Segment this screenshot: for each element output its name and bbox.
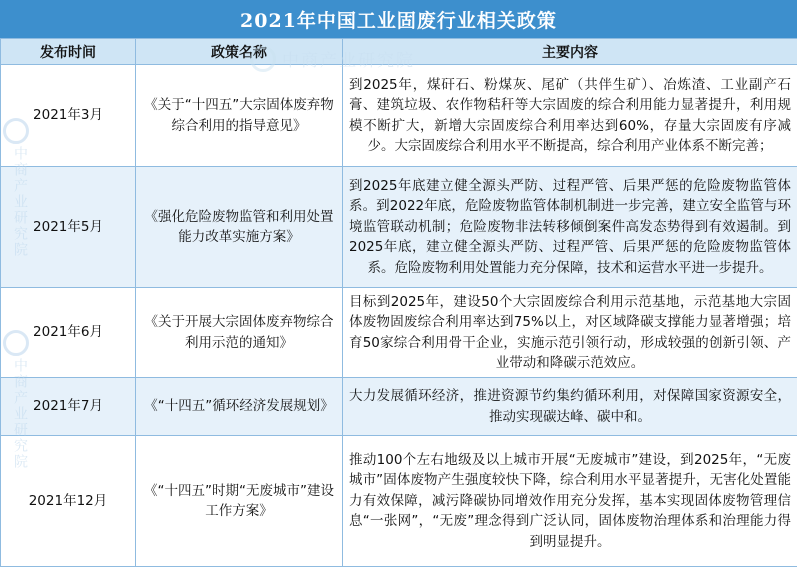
header-date: 发布时间 bbox=[1, 39, 136, 65]
table-row bbox=[1, 288, 797, 378]
header-main-content: 主要内容 bbox=[343, 39, 797, 65]
table-row bbox=[1, 436, 797, 567]
cell-date: 2021年12月 bbox=[1, 436, 136, 567]
watermark-logo bbox=[250, 46, 276, 72]
table-row bbox=[1, 65, 797, 167]
cell-date: 2021年7月 bbox=[1, 378, 136, 436]
cell-policy-name: 《关于开展大宗固体废弃物综合利用示范的通知》 bbox=[136, 288, 343, 378]
table-row bbox=[1, 167, 797, 288]
cell-main-content: 推动100个左右地级及以上城市开展“无废城市”建设，到2025年，“无废城市”固体废物产生强度较快下降，综合利用水平显著提升，无害化处置能力有效保障，减污降碳协同增效作用充分发挥，基本实现固体废物管理信息“一张网”，“无废”理念得到广泛认同，固体废物治理体系和治理能力得到明显提升。 bbox=[343, 436, 797, 567]
cell-date: 2021年3月 bbox=[1, 65, 136, 167]
watermark-text: 中商产业研究院 bbox=[6, 146, 28, 258]
cell-date: 2021年5月 bbox=[1, 167, 136, 288]
cell-main-content: 大力发展循环经济，推进资源节约集约循环利用，对保障国家资源安全，推动实现碳达峰、碳中和。 bbox=[343, 378, 797, 436]
watermark-text: 中商产业研究院 bbox=[6, 358, 28, 470]
watermark-text: 中商产业研究院 bbox=[282, 46, 415, 71]
cell-policy-name: 《强化危险废物监管和利用处置能力改革实施方案》 bbox=[136, 167, 343, 288]
table-row bbox=[1, 378, 797, 436]
header-policy-name: 政策名称 bbox=[136, 39, 343, 65]
cell-policy-name: 《“十四五”时期“无废城市”建设工作方案》 bbox=[136, 436, 343, 567]
cell-date: 2021年6月 bbox=[1, 288, 136, 378]
cell-main-content: 目标到2025年，建设50个大宗固废综合利用示范基地，示范基地大宗固体废物固废综合利用率达到75%以上，对区域降碳支撑能力显著增强；培育50家综合利用骨干企业，实施示范引领行动，形成较强的创新引领、产业带动和降碳示范效应。 bbox=[343, 288, 797, 378]
figure-title: 2021年中国工业固废行业相关政策 bbox=[0, 0, 797, 38]
policy-table bbox=[0, 38, 797, 567]
cell-policy-name: 《“十四五”循环经济发展规划》 bbox=[136, 378, 343, 436]
cell-main-content: 到2025年，煤矸石、粉煤灰、尾矿（共伴生矿）、冶炼渣、工业副产石膏、建筑垃圾、农作物秸秆等大宗固废的综合利用能力显著提升，利用规模不断扩大，新增大宗固废综合利用率达到60%，存量大宗固废有序减少。大宗固废综合利用水平不断提高，综合利用产业体系不断完善； bbox=[343, 65, 797, 167]
cell-main-content: 到2025年底建立健全源头严防、过程严管、后果严惩的危险废物监管体系。到2022年底，危险废物监管体制机制进一步完善，建立安全监管与环境监管联动机制；危险废物非法转移倾倒案件高发态势得到有效遏制。到2025年底，建立健全源头严防、过程严管、后果严惩的危险废物监管体系。危险废物利用处置能力充分保障，技术和运营水平进一步提升。 bbox=[343, 167, 797, 288]
cell-policy-name: 《关于“十四五”大宗固体废弃物综合利用的指导意见》 bbox=[136, 65, 343, 167]
